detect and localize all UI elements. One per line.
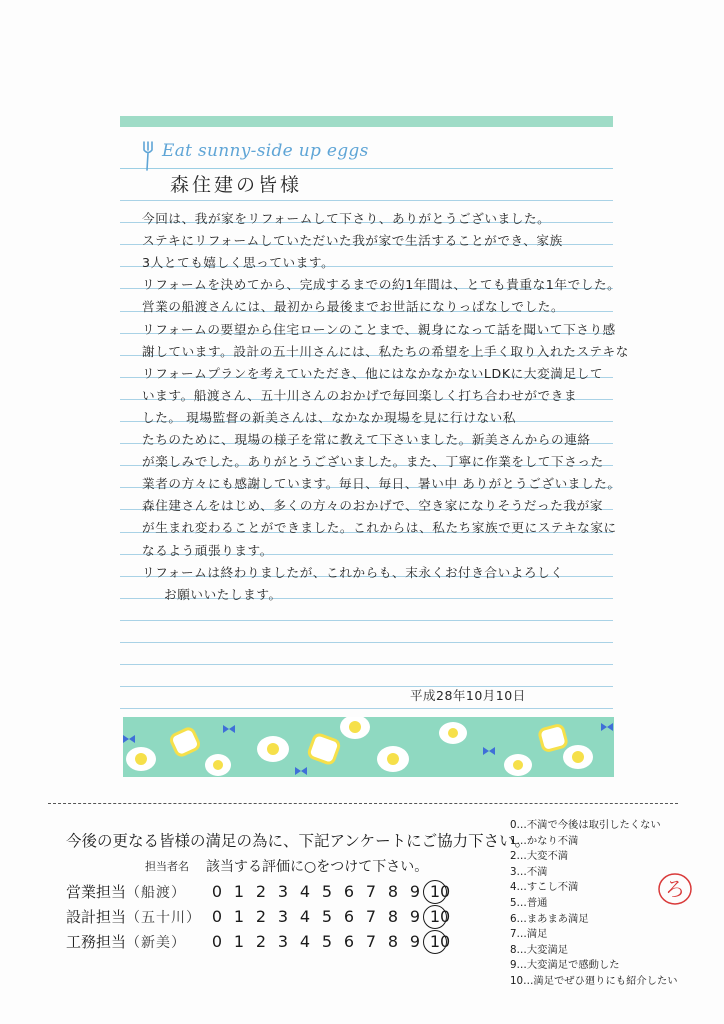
- score-option[interactable]: 4: [299, 932, 311, 951]
- legend-item: 9…大変満足で感動した: [510, 959, 620, 972]
- survey-score-scale: [206, 882, 454, 901]
- legend-item: 6…まあまあ満足: [510, 912, 589, 925]
- score-option[interactable]: 4: [299, 907, 311, 926]
- letter-line: リフォームを決めてから、完成するまでの約1年間は、とても貴重な1年でした。: [142, 277, 621, 293]
- score-option[interactable]: 3: [277, 907, 289, 926]
- score-option[interactable]: 1: [233, 932, 245, 951]
- legend-item: 3…不満: [510, 865, 548, 878]
- legend-item: 1…かなり不満: [510, 834, 579, 847]
- ruled-line: [120, 200, 613, 201]
- survey-score-scale: [206, 907, 454, 926]
- ruled-line: [120, 686, 613, 687]
- score-option[interactable]: 5: [321, 882, 333, 901]
- letter-line: 3人とても嬉しく思っています。: [142, 255, 335, 271]
- letter-sheet: [120, 112, 629, 703]
- letter-line: 森住建さんをはじめ、多くの方々のおかげで、空き家になりそうだった我が家: [142, 498, 604, 514]
- fork-icon: [140, 140, 156, 172]
- score-option[interactable]: 4: [299, 882, 311, 901]
- score-option[interactable]: 7: [365, 932, 377, 951]
- survey-role: 設計担当: [66, 908, 127, 926]
- ruled-line: [120, 708, 613, 709]
- score-option[interactable]: 6: [343, 882, 355, 901]
- score-option[interactable]: 3: [277, 882, 289, 901]
- survey-heading: 今後の更なる皆様の満足の為に、下記アンケートにご協力下さい。: [66, 832, 531, 850]
- egg-pattern-image: [123, 717, 614, 777]
- legend-item: 2…大変不満: [510, 850, 569, 863]
- legend-item: 0…不満で今後は取引したくない: [510, 819, 661, 831]
- score-option[interactable]: 8: [387, 932, 399, 951]
- score-option[interactable]: 2: [255, 932, 267, 951]
- score-option[interactable]: 9: [409, 882, 421, 901]
- score-option[interactable]: 7: [365, 907, 377, 926]
- survey-staff-name: （船渡）: [126, 885, 187, 901]
- legend-item: 7…満足: [510, 928, 548, 941]
- legend-item: 10…満足でぜひ廻りにも紹介したい: [510, 974, 678, 987]
- letter-top-band: [120, 116, 613, 127]
- score-option[interactable]: 0: [211, 932, 223, 951]
- letter-line: なるよう頑張ります。: [142, 542, 273, 558]
- egg-pattern-tape: [123, 717, 614, 777]
- survey-role: 営業担当: [66, 883, 127, 901]
- survey-staff-name: （五十川）: [126, 910, 202, 926]
- score-option[interactable]: 6: [343, 907, 355, 926]
- survey-row-label: [66, 906, 201, 927]
- legend-item: 5…普通: [510, 896, 548, 909]
- letter-salutation: 森住建の皆様: [170, 174, 303, 196]
- letter-line: お願いいたします。: [164, 586, 282, 602]
- score-option[interactable]: 7: [365, 882, 377, 901]
- score-option[interactable]: 8: [387, 882, 399, 901]
- ruled-line: [120, 642, 613, 643]
- letter-line: リフォームは終わりましたが、これからも、末永くお付き合いよろしく: [142, 564, 564, 580]
- survey-row-label: [66, 881, 186, 902]
- legend-item: 4…すこし不満: [510, 881, 579, 894]
- survey-staff-name: （新美）: [126, 935, 187, 951]
- letter-line: 営業の船渡さんには、最初から最後までお世話になりっぱなしでした。: [142, 299, 565, 315]
- letter-line: ステキにリフォームしていただいた我が家で生活することができ、家族: [142, 233, 563, 249]
- letter-date: 平成28年10月10日: [410, 688, 526, 703]
- score-option[interactable]: 2: [255, 907, 267, 926]
- ruled-line: [120, 620, 613, 621]
- letter-line: リフォームの要望から住宅ローンのことまで、親身になって話を聞いて下さり感: [142, 321, 616, 337]
- survey-row-label: [66, 931, 186, 952]
- score-option[interactable]: 1: [233, 907, 245, 926]
- letter-line: が生まれ変わることができました。これからは、私たち家族で更にステキな家に: [142, 520, 617, 536]
- survey-role: 工務担当: [66, 933, 127, 951]
- score-option-selected[interactable]: 10: [426, 907, 454, 926]
- letter-line: 今回は、我が家をリフォームして下さり、ありがとうございました。: [142, 211, 551, 226]
- handwritten-mark: [655, 868, 695, 908]
- dashed-divider: [48, 803, 678, 804]
- score-option[interactable]: 2: [255, 882, 267, 901]
- svg-text:ろ: ろ: [665, 877, 685, 901]
- letter-line: たちのために、現場の様子を常に教えて下さいました。新美さんからの連絡: [142, 432, 591, 447]
- score-option-selected[interactable]: 10: [426, 882, 454, 901]
- rating-legend: [510, 818, 678, 990]
- survey-score-scale: [206, 932, 454, 951]
- letter-line: した。 現場監督の新美さんは、なかなか現場を見に行けない私: [142, 409, 517, 425]
- letter-brand-text: Eat sunny-side up eggs: [162, 141, 369, 161]
- letter-line: リフォームプランを考えていただき、他にはなかなかないLDKに大変満足して: [142, 365, 604, 381]
- ruled-line: [120, 664, 613, 665]
- score-option[interactable]: 9: [409, 932, 421, 951]
- survey-rating-column-head: 該当する評価に○をつけて下さい。: [206, 859, 429, 875]
- score-option[interactable]: 1: [233, 882, 245, 901]
- score-option[interactable]: 0: [211, 882, 223, 901]
- letter-brand-row: [120, 134, 613, 169]
- score-option[interactable]: 6: [343, 932, 355, 951]
- score-option[interactable]: 9: [409, 907, 421, 926]
- survey-staff-column-head: 担当者名: [145, 860, 189, 873]
- score-option-selected[interactable]: 10: [426, 932, 454, 951]
- score-option[interactable]: 3: [277, 932, 289, 951]
- letter-line: が楽しみでした。ありがとうございました。また、丁寧に作業をして下さった: [142, 454, 604, 470]
- legend-item: 8…大変満足: [510, 943, 569, 956]
- letter-line: います。船渡さん、五十川さんのおかげで毎回楽しく打ち合わせができま: [142, 387, 578, 403]
- letter-line: 謝しています。設計の五十川さんには、私たちの希望を上手く取り入れたステキな: [142, 343, 629, 359]
- score-option[interactable]: 0: [211, 907, 223, 926]
- letter-line: 業者の方々にも感謝しています。毎日、毎日、暑い中 ありがとうございました。: [142, 476, 621, 492]
- score-option[interactable]: 8: [387, 907, 399, 926]
- score-option[interactable]: 5: [321, 932, 333, 951]
- score-option[interactable]: 5: [321, 907, 333, 926]
